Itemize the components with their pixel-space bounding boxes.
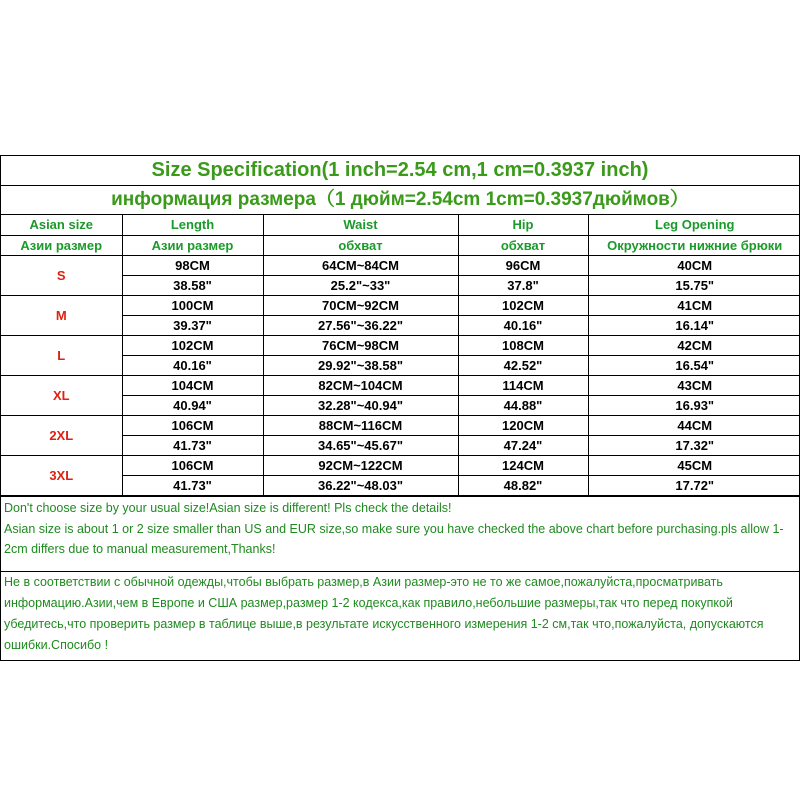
waist-cm-cell: 64CM~84CM [263,256,458,276]
length-cm-cell: 104CM [122,376,263,396]
leg-opening-inch-cell: 16.14" [588,316,800,336]
length-inch-cell: 40.94" [122,396,263,416]
waist-inch-cell: 34.65"~45.67" [263,436,458,456]
leg-opening-cm-cell: 41CM [588,296,800,316]
header-waist-ru: обхват [263,236,458,256]
header-leg-opening-ru: Окружности нижние брюки [588,236,800,256]
waist-inch-cell: 29.92"~38.58" [263,356,458,376]
leg-opening-inch-cell: 17.32" [588,436,800,456]
header-hip: Hip [458,215,588,236]
notes-separator [1,562,799,571]
leg-opening-inch-cell: 15.75" [588,276,800,296]
hip-cm-cell: 102CM [458,296,588,316]
title-russian: информация размера（1 дюйм=2.54cm 1cm=0.3937дюймов） [1,186,799,215]
waist-cm-cell: 76CM~98CM [263,336,458,356]
size-row [1,416,800,436]
header-leg-opening: Leg Opening [588,215,800,236]
hip-cm-cell: 114CM [458,376,588,396]
size-chart [0,155,800,661]
hip-inch-cell: 37.8" [458,276,588,296]
leg-opening-inch-cell: 16.93" [588,396,800,416]
waist-inch-cell: 27.56"~36.22" [263,316,458,336]
header-length-ru: Азии размер [122,236,263,256]
size-row [1,336,800,356]
length-cm-cell: 102CM [122,336,263,356]
length-inch-cell: 41.73" [122,476,263,496]
hip-cm-cell: 108CM [458,336,588,356]
hip-inch-cell: 47.24" [458,436,588,456]
hip-cm-cell: 96CM [458,256,588,276]
length-cm-cell: 98CM [122,256,263,276]
length-inch-cell: 38.58" [122,276,263,296]
hip-inch-cell: 42.52" [458,356,588,376]
size-table [1,215,800,496]
hip-cm-cell: 124CM [458,456,588,476]
note-english-line1: Don't choose size by your usual size!Asian size is different! Pls check the details! [4,501,452,515]
leg-opening-cm-cell: 40CM [588,256,800,276]
size-label: M [1,296,122,336]
size-label: L [1,336,122,376]
hip-inch-cell: 40.16" [458,316,588,336]
length-inch-cell: 41.73" [122,436,263,456]
hip-inch-cell: 44.88" [458,396,588,416]
note-english-line2: Asian size is about 1 or 2 size smaller than US and EUR size,so make sure you have checked the above chart before purchasing.pls allow 1-2cm differs due to manual measurement,Thanks! [4,522,784,556]
leg-opening-cm-cell: 43CM [588,376,800,396]
header-row-russian [1,236,800,256]
waist-inch-cell: 36.22"~48.03" [263,476,458,496]
header-asian-size-ru: Азии размер [1,236,122,256]
title-english: Size Specification(1 inch=2.54 cm,1 cm=0.3937 inch) [1,156,799,186]
size-label: S [1,256,122,296]
size-label: 3XL [1,456,122,496]
size-row [1,296,800,316]
waist-cm-cell: 70CM~92CM [263,296,458,316]
length-cm-cell: 106CM [122,416,263,436]
size-row [1,256,800,276]
size-row [1,376,800,396]
waist-cm-cell: 92CM~122CM [263,456,458,476]
size-row [1,456,800,476]
hip-inch-cell: 48.82" [458,476,588,496]
leg-opening-cm-cell: 44CM [588,416,800,436]
header-asian-size: Asian size [1,215,122,236]
length-inch-cell: 39.37" [122,316,263,336]
length-inch-cell: 40.16" [122,356,263,376]
length-cm-cell: 106CM [122,456,263,476]
hip-cm-cell: 120CM [458,416,588,436]
size-label: 2XL [1,416,122,456]
leg-opening-cm-cell: 45CM [588,456,800,476]
header-row-english [1,215,800,236]
leg-opening-inch-cell: 17.72" [588,476,800,496]
leg-opening-cm-cell: 42CM [588,336,800,356]
waist-inch-cell: 25.2"~33" [263,276,458,296]
header-hip-ru: обхват [458,236,588,256]
waist-cm-cell: 88CM~116CM [263,416,458,436]
notes-russian: Не в соответствии с обычной одежды,чтобы выбрать размер,в Азии размер-это не то же самое,пожалуйста,просматривать информацию.Азии,чем в Европе и США размер,размер 1-2 кодекса,как правило,небольшие размеры,так что перед покупкой убедитесь,что проверить размер в таблице выше,в результате искусственного измерения 1-2 см,так что,пожалуйста, допускаются ошибки.Спосибо ! [1,571,799,660]
size-label: XL [1,376,122,416]
waist-inch-cell: 32.28"~40.94" [263,396,458,416]
header-waist: Waist [263,215,458,236]
length-cm-cell: 100CM [122,296,263,316]
waist-cm-cell: 82CM~104CM [263,376,458,396]
header-length: Length [122,215,263,236]
notes-english [1,496,799,562]
leg-opening-inch-cell: 16.54" [588,356,800,376]
